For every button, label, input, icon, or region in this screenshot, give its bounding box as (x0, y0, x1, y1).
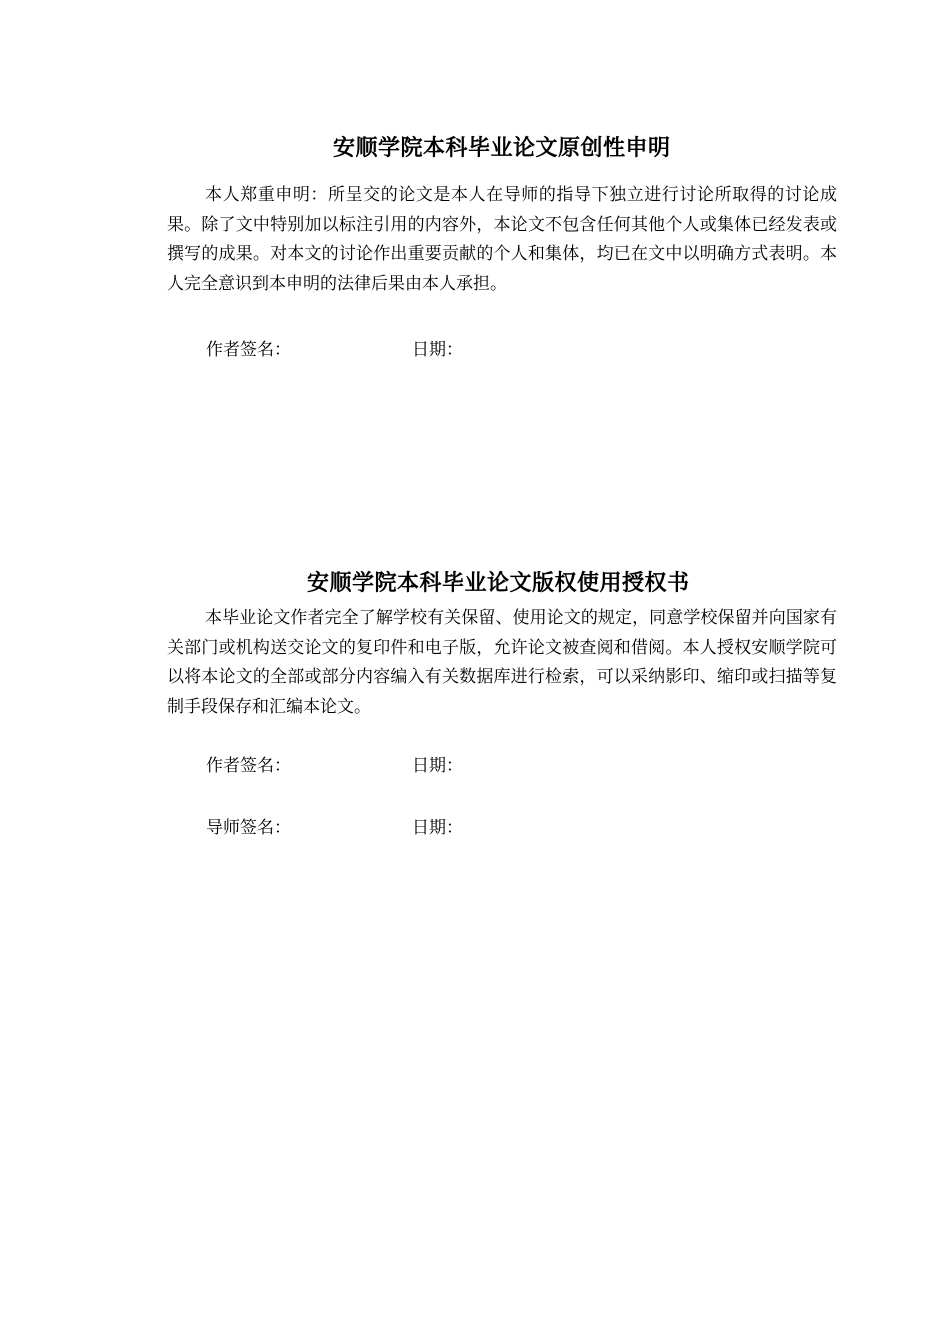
date-label: 日期： (412, 340, 463, 360)
copyright-author-signature-row (206, 754, 463, 778)
copyright-title: 安顺学院本科毕业论文版权使用授权书 (307, 571, 690, 596)
author-signature-label: 作者签名： (206, 340, 291, 360)
originality-section (167, 181, 837, 299)
originality-body: 本人郑重申明：所呈交的论文是本人在导师的指导下独立进行讨论所取得的讨论成果。除了文中特别加以标注引用的内容外，本论文不包含任何其他个人或集体已经发表或撰写的成果。对本文的讨论作出重要贡献的个人和集体，均已在文中以明确方式表明。本人完全意识到本申明的法律后果由本人承担。 (167, 185, 837, 294)
date-label: 日期： (412, 818, 463, 838)
copyright-advisor-signature-row (206, 816, 463, 840)
date-label: 日期： (412, 756, 463, 776)
advisor-signature-label: 导师签名： (206, 818, 291, 838)
originality-signature-row (206, 338, 463, 362)
originality-title: 安顺学院本科毕业论文原创性申明 (333, 136, 671, 161)
copyright-section (167, 604, 837, 722)
copyright-body: 本毕业论文作者完全了解学校有关保留、使用论文的规定，同意学校保留并向国家有关部门或机构送交论文的复印件和电子版，允许论文被查阅和借阅。本人授权安顺学院可以将本论文的全部或部分内容编入有关数据库进行检索，可以采纳影印、缩印或扫描等复制手段保存和汇编本论文。 (167, 608, 837, 717)
author-signature-label: 作者签名： (206, 756, 291, 776)
